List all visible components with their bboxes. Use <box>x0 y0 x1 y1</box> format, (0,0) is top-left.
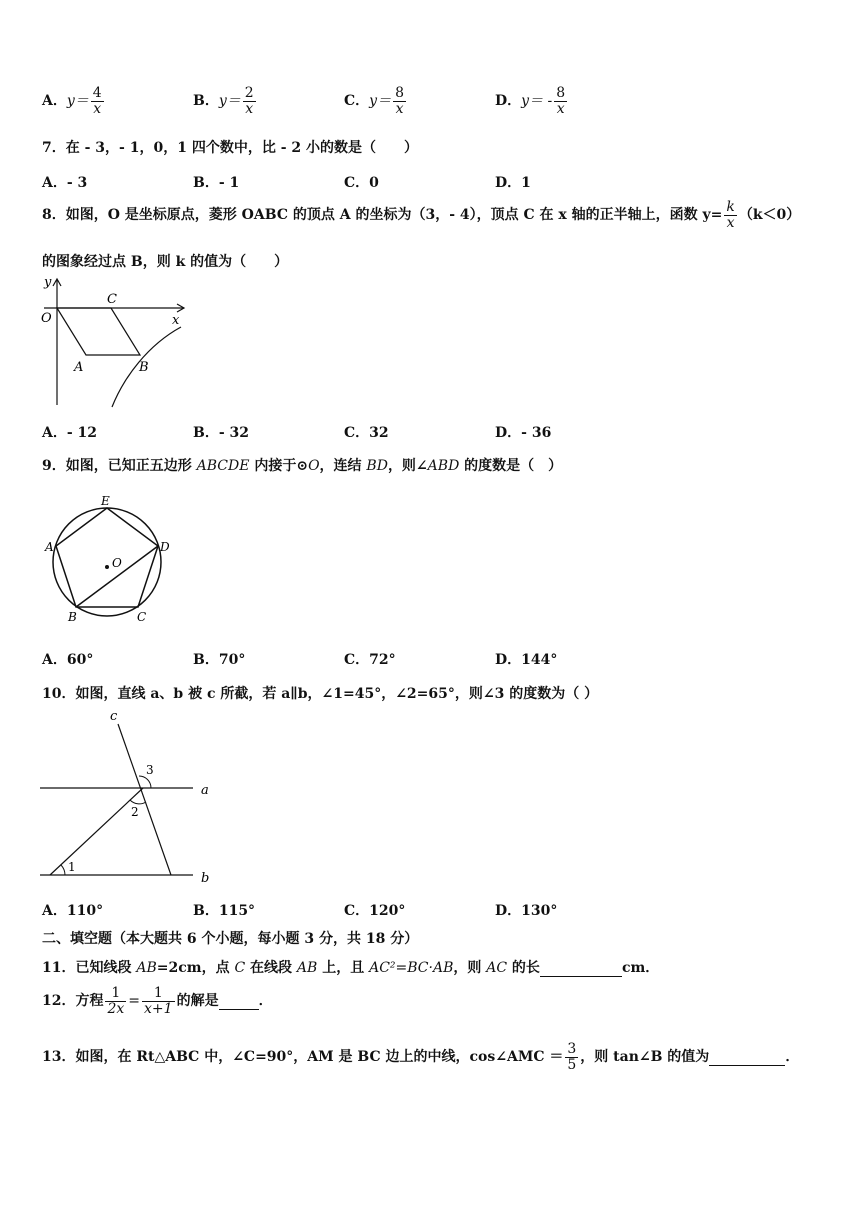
transversal <box>50 788 143 875</box>
q10-option-d: D．130° <box>495 903 558 919</box>
q9-angle-name: ABD <box>427 458 460 474</box>
label-c: C <box>107 292 117 307</box>
denominator: x+1 <box>144 1000 173 1017</box>
q13-text: ． <box>785 1049 800 1066</box>
numerator: 8 <box>556 85 566 101</box>
numerator: 1 <box>105 986 126 1002</box>
fraction <box>565 1042 578 1072</box>
angle-3-arc <box>139 776 151 788</box>
q8-option-a: A．- 12 <box>42 425 98 441</box>
label-2: 2 <box>131 805 139 819</box>
label-c: c <box>110 709 118 724</box>
q11-var: AB <box>296 960 318 976</box>
q9-text: 内接于⊙ <box>249 458 309 474</box>
label-1: 1 <box>68 860 76 874</box>
q12-text: 12．方程 <box>42 993 104 1010</box>
q9-circle-name: O <box>308 458 320 474</box>
option-letter: A． <box>42 93 67 110</box>
label-o: O <box>112 556 122 570</box>
q10-figure <box>38 708 218 888</box>
option-letter: B． <box>193 93 219 110</box>
q6-option-c <box>344 86 408 116</box>
q8-stem-line2: 的图象经过点 B，则 k 的值为（ ） <box>42 254 289 270</box>
q7-option-d: D．1 <box>495 175 531 191</box>
section-heading: 二、填空题（本大题共 6 个小题，每小题 3 分，共 18 分） <box>42 931 419 947</box>
denominator: x <box>726 214 735 231</box>
line-c <box>118 724 171 875</box>
q10-option-c: C．120° <box>344 903 406 919</box>
label-e: E <box>101 495 110 508</box>
q9-text: ，连结 <box>319 458 367 474</box>
denominator: 2x <box>107 1000 125 1017</box>
q9-segment-name: BD <box>366 458 388 474</box>
fraction <box>554 86 567 116</box>
fraction-left <box>105 986 126 1016</box>
q6-option-d <box>495 86 569 116</box>
option-lhs: y＝ <box>66 93 89 110</box>
option-lhs: y＝ <box>369 93 392 110</box>
numerator: 2 <box>244 85 254 101</box>
option-lhs: y＝ <box>218 93 241 110</box>
label-d: D <box>160 540 170 554</box>
q11-text: 在线段 <box>245 960 297 976</box>
q7-stem: 7．在 - 3，- 1，0，1 四个数中，比 - 2 小的数是（ ） <box>42 140 418 156</box>
label-b: B <box>68 610 77 624</box>
denominator: x <box>556 100 565 117</box>
q9-option-d: D．144° <box>495 652 558 668</box>
q8-text: 8．如图，O 是坐标原点，菱形 OABC 的顶点 A 的坐标为（3，- 4），顶点 C 在 x 轴的正半轴上，函数 y= <box>42 207 723 224</box>
circle-o <box>53 508 161 616</box>
numerator: k <box>726 199 735 215</box>
fraction <box>393 86 406 116</box>
q11-text: 11．已知线段 <box>42 960 137 976</box>
fraction-right <box>142 986 175 1016</box>
q8-figure <box>38 275 198 410</box>
denominator: x <box>395 100 404 117</box>
q11-text: 的长 <box>507 960 540 976</box>
q11-var: AB <box>136 960 157 976</box>
q12-text: ． <box>258 993 273 1010</box>
q11-var: C <box>234 960 246 976</box>
q9-option-a: A．60° <box>42 652 94 668</box>
q9-option-c: C．72° <box>344 652 396 668</box>
label-o: O <box>41 311 52 326</box>
q6-option-a <box>42 86 106 116</box>
label-b: B <box>139 360 149 375</box>
q10-stem: 10．如图，直线 a、b 被 c 所截，若 a∥b，∠1=45°，∠2=65°，则∠3 的度数为（ ） <box>42 686 599 702</box>
label-a: a <box>201 783 209 798</box>
denominator: 5 <box>567 1056 577 1073</box>
option-letter: C． <box>344 93 370 110</box>
fraction <box>724 200 736 230</box>
numerator: 4 <box>92 85 102 101</box>
q7-option-b: B．- 1 <box>193 175 240 191</box>
q12-answer-blank[interactable] <box>219 993 259 1010</box>
fraction <box>91 86 104 116</box>
q11-text: 上，且 <box>317 960 370 976</box>
q13-text: ，则 tan∠B 的值为 <box>580 1049 710 1066</box>
numerator: 8 <box>395 85 404 101</box>
q12-stem <box>42 986 273 1016</box>
q9-text: 的度数是（ ） <box>459 458 563 474</box>
label-a: A <box>45 540 54 554</box>
label-3: 3 <box>146 763 154 777</box>
q8-option-b: B．- 32 <box>193 425 249 441</box>
q8-option-c: C．32 <box>344 425 389 441</box>
q11-var: AC <box>486 960 508 976</box>
q9-stem <box>42 455 562 475</box>
q11-stem <box>42 957 659 977</box>
q11-answer-blank[interactable] <box>540 960 622 977</box>
q7-option-c: C．0 <box>344 175 379 191</box>
q13-stem <box>42 1042 799 1072</box>
numerator: 1 <box>142 986 175 1002</box>
label-y: y <box>44 275 52 290</box>
option-letter: D． <box>495 93 522 110</box>
q6-option-b <box>193 86 258 116</box>
q7-option-a: A．- 3 <box>42 175 88 191</box>
q11-text: cm． <box>621 960 660 976</box>
q9-text: ，则∠ <box>387 458 428 474</box>
angle-1-arc <box>61 865 65 875</box>
label-x: x <box>172 313 180 328</box>
q8-option-d: D．- 36 <box>495 425 552 441</box>
q8-text: （k＜0） <box>738 207 801 224</box>
rhombus-oabc <box>57 308 140 355</box>
q9-text: 9．如图，已知正五边形 <box>42 458 197 474</box>
denominator: x <box>245 100 254 117</box>
q9-option-b: B．70° <box>193 652 246 668</box>
q9-figure <box>40 495 190 630</box>
center-dot <box>105 565 109 569</box>
fraction <box>243 86 256 116</box>
label-b: b <box>201 871 210 886</box>
q12-text: 的解是 <box>176 993 219 1010</box>
denominator: x <box>93 100 102 117</box>
q9-pentagon-name: ABCDE <box>196 458 250 474</box>
label-a: A <box>74 360 84 375</box>
q13-text: 13．如图，在 Rt△ABC 中，∠C=90°，AM 是 BC 边上的中线，cos∠AMC ＝ <box>42 1049 564 1066</box>
angle-2-arc <box>130 800 146 804</box>
q13-answer-blank[interactable] <box>709 1049 785 1066</box>
q10-option-b: B．115° <box>193 903 256 919</box>
equals-sign: = <box>128 993 141 1010</box>
q10-option-a: A．110° <box>42 903 104 919</box>
q11-expression: AC²=BC·AB <box>369 960 454 976</box>
label-c: C <box>137 610 147 624</box>
option-lhs: y＝ - <box>521 93 553 110</box>
numerator: 3 <box>567 1041 577 1057</box>
q11-text: =2cm，点 <box>156 960 235 976</box>
q11-text: ，则 <box>453 960 487 976</box>
q8-stem-line1 <box>42 200 800 230</box>
